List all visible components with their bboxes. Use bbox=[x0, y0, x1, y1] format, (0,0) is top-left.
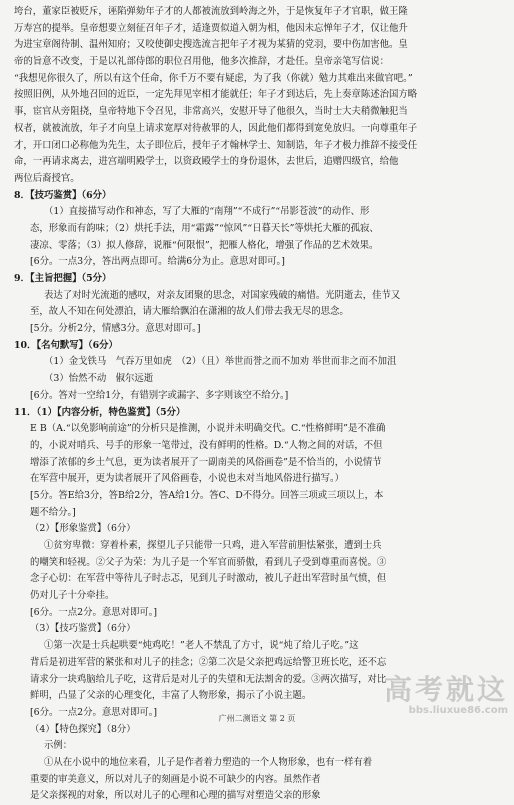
text-line: ①第一次是士兵起哄要“炖鸡吃！”老人不禁乱了方寸，说“炖了给儿子吃。”这 bbox=[44, 640, 359, 652]
text-line: [6分。一点2分。意思对即可。] bbox=[30, 606, 158, 618]
text-line: 权者，就被流放，年子才向皇上请求宽厚对待赦罪的人，因此他们都得到宽免放归。一向尊重年子 bbox=[14, 122, 418, 134]
text-line: 至，故人不知在何处漂泊，请大雁给飘泊在潇湘的故人们带去我无尽的思念。 bbox=[30, 306, 349, 318]
text-line: 在军营中展开，更为读者展开了风俗画卷，小说也未对当地风俗进行描写。） bbox=[30, 473, 345, 485]
text-line: [6分。答对一空给1分，有错别字或漏字、多字则该空不给分。] bbox=[30, 389, 289, 401]
text-line: 凄凉、零落；（3）拟人修辞，说雁“何限恨”，把雁人格化，增强了作品的艺术效果。 bbox=[30, 239, 379, 251]
text-line: [6分。一点3分，答出两点即可。给满6分为止。意思对即可。] bbox=[30, 256, 285, 268]
page-footer: 广州二测语文 第 2 页 bbox=[218, 714, 296, 723]
text-line: 表达了对时光流逝的感叹，对亲友团聚的思念，对国家残破的痛惜。光阴逝去，佳节又 bbox=[44, 289, 401, 301]
text-line: （2）【形象鉴赏】（6分） bbox=[30, 523, 136, 535]
text-line: 是父亲探视的对象，所以对儿子的心理和心理的描写对塑造父亲的形象 bbox=[30, 790, 321, 802]
text-line: （3）怡然不动 俶尔远逝 bbox=[44, 373, 154, 385]
text-line: [6分。一点2分。意思对即可。] bbox=[30, 706, 158, 718]
text-line: [5分。分析2分，情感3分。意思对即可。] bbox=[30, 323, 201, 335]
text-line: （1）金戈铁马 气吞万里如虎 （2）（且）举世而誉之而不加劝 举世而非之而不加沮 bbox=[44, 356, 397, 368]
text-line: ①从在小说中的地位来看，儿子是作者着力塑造的一个人物形象，也有一样有着 bbox=[44, 756, 373, 768]
text-line: 帝的旨意不改变，于是以礼部侍郎的职位召用他，他多次推辞，才赴任。皇帝亲笔写信说： bbox=[14, 56, 390, 68]
text-line: 的，小说对哨兵、号手的形象一笔带过，没有鲜明的性格。D.“人物之间的对话，不但 bbox=[30, 439, 383, 451]
text-line: E B（A.“以免影响前途”的分析只是推测，小说并未明确交代。C.“性格鲜明”是不准确 bbox=[30, 423, 386, 435]
text-line: （1）直接描写动作和神态，写了大雁的“南翔”“不成行”“吊影苍波”的动作、形 bbox=[44, 206, 370, 218]
text-line: 请求分一块鸡脑给儿子吃，这背后是对儿子的失望和无法割舍的爱。③两次描写，对比 bbox=[30, 673, 387, 685]
text-line: 重要的审美意义，所以对儿子的刻画是小说不可缺少的内容。虽然作者 bbox=[30, 773, 321, 785]
text-line: 态，形象而有韵味；（2）烘托手法，用“霜露”“惊风”“日暮天长”等烘托大雁的孤寂、 bbox=[30, 222, 379, 234]
text-line: 仍对儿子十分牵挂。 bbox=[30, 590, 115, 602]
watermark-url: bbs.liuxue86.com bbox=[408, 705, 508, 716]
text-line: 10．【名句默写】（6分） bbox=[14, 339, 118, 351]
text-line: ①贫穷卑微：穿着朴素，探望儿子只能带一只鸡，进入军营前胆怯紧张，遭到士兵 bbox=[44, 540, 382, 551]
text-line: 命，一再请求离去，进宫端明殿学士，以资政殿学士的身份退休，去世后，追赠四级官，给他 bbox=[14, 156, 399, 168]
text-line: 示例： bbox=[44, 740, 73, 752]
text-line: （4）【特色探究】（8分） bbox=[30, 723, 136, 735]
text-line: “我想见你很久了，所以有这个任命，你千万不要有疑虑，为了我（你就）勉力其难出来做官吧。” bbox=[14, 72, 413, 84]
text-line: 两位后裔授官。 bbox=[14, 172, 80, 184]
text-line: 万寿宫的提举。皇帝想要立刻征召年子才，适逢贾似道入朝为相，他因未忘惮年子才，仅让他升 bbox=[14, 22, 408, 34]
text-line: 增添了浓郁的乡土气息，更为读者展开了一副南美的风俗画卷”是不恰当的，小说情节 bbox=[30, 456, 382, 468]
text-line: 背后是初进军营的紧张和对儿子的挂念；②第二次是父亲把鸡远给警卫班长吃，还不忘 bbox=[30, 656, 387, 668]
watermark-logo-text: 高考就这 bbox=[383, 673, 508, 706]
text-line: 垮台，董家臣被贬斥，诬陷弹劾年子才的人都被流放到岭海之外，于是恢复年子才官职，做王隆 bbox=[14, 6, 408, 17]
text-line: （3）【技巧鉴赏】（6分） bbox=[30, 623, 136, 635]
text-line: 9．【主旨把握】（5分） bbox=[14, 273, 112, 284]
site-watermark bbox=[330, 675, 508, 721]
text-line: [5分。答E给3分，答B给2分，答A给1分。答C、D不得分。回答三项或三项以上，本 bbox=[30, 489, 384, 501]
text-line: 的嘲笑和轻视。②父子为荣：为儿子是一个军官而骄傲，看到儿子受到尊重而喜悦。③ bbox=[30, 556, 387, 568]
text-line: 才，开口闭口必称他为先生，太子即位后，授年子才翰林学士、知制诰，年子才极力推辞不接受任 bbox=[14, 139, 418, 151]
text-line: 8．【技巧鉴赏】（6分） bbox=[14, 189, 112, 201]
text-line: 按照旧例，从外地召回的近臣，一定先拜见宰相才能就任；年子才到达后，先上奏章陈述治国方略 bbox=[14, 89, 418, 101]
text-line: 事，宦官从旁阻挠，皇帝特地下令召见，非常高兴，安慰开导了他很久，当时士大夫稍微触犯当 bbox=[14, 106, 408, 118]
text-line: 为进宝章阁待制、温州知府；又咬使御史搜选流言把年子才视为某猜的党羽，要中伤加害他。皇 bbox=[14, 39, 408, 51]
text-line: 鲜明，凸显了父亲的心理变化，丰富了人物形象，揭示了小说主题。 bbox=[30, 690, 312, 702]
text-line: 题不给分。] bbox=[30, 506, 76, 518]
text-line: 念子心切：在军营中等待儿子时忐忑，见到儿子时激动，被儿子赶出军营时虽气愤，但 bbox=[30, 573, 387, 585]
text-line: 11．（1）【内容分析，特色鉴赏】（5分） bbox=[14, 406, 186, 418]
